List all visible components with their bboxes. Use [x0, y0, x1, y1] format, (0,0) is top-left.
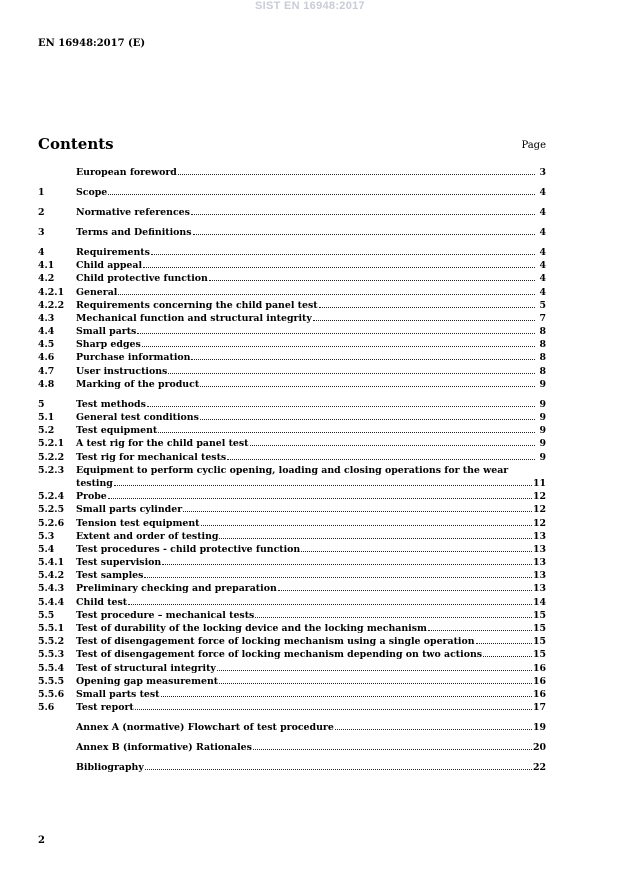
toc-entry-title: Test equipment	[76, 425, 158, 437]
toc-entry-page: 11	[532, 477, 546, 489]
toc-entry-page: 8	[539, 365, 546, 377]
dot-leader	[319, 307, 535, 308]
dot-leader	[151, 254, 535, 255]
dot-leader	[162, 564, 532, 565]
toc-entry[interactable]	[38, 596, 546, 609]
dot-leader	[483, 656, 532, 657]
toc-entry[interactable]	[38, 464, 546, 490]
toc-entry-page: 13	[532, 583, 546, 595]
toc-entry-number: 4.8	[38, 378, 55, 390]
dot-leader	[114, 485, 532, 486]
dot-leader	[200, 386, 535, 387]
toc-entry-title: Requirements	[76, 246, 150, 258]
document-id: EN 16948:2017 (E)	[38, 38, 146, 49]
toc-entry-title-continued: testing	[76, 477, 113, 489]
toc-entry-number: 5.3	[38, 530, 55, 542]
toc-entry[interactable]	[38, 622, 546, 635]
dot-leader	[128, 604, 532, 605]
toc-entry-title: Annex A (normative) Flowchart of test procedure	[76, 722, 334, 734]
toc-entry-number: 5	[38, 398, 45, 410]
toc-entry-number: 4.1	[38, 260, 55, 272]
toc-entry[interactable]	[38, 206, 546, 219]
toc-entry-number: 5.4	[38, 543, 55, 555]
dot-leader	[335, 729, 532, 730]
toc-entry-number: 5.4.4	[38, 596, 65, 608]
toc-entry-title: Test rig for mechanical tests	[76, 451, 227, 463]
toc-entry-page: 15	[532, 623, 546, 635]
toc-entry[interactable]	[38, 378, 546, 391]
toc-entry-number: 1	[38, 186, 45, 198]
table-of-contents	[38, 166, 546, 774]
toc-entry-title: Child protective function	[76, 273, 208, 285]
toc-entry-page: 8	[539, 326, 546, 338]
toc-entry-title: Equipment to perform cyclic opening, loading and closing operations for the wear	[76, 464, 509, 476]
toc-entry-page: 13	[532, 570, 546, 582]
toc-entry-number: 5.1	[38, 411, 55, 423]
toc-entry-title: Test procedure – mechanical tests	[76, 609, 255, 621]
toc-entry-number: 5.5.2	[38, 636, 65, 648]
toc-entry-title: Preliminary checking and preparation	[76, 583, 277, 595]
toc-entry-page: 15	[532, 609, 546, 621]
toc-entry-page: 16	[532, 675, 546, 687]
dot-leader	[476, 643, 532, 644]
toc-entry-number: 5.2.5	[38, 504, 65, 516]
toc-entry[interactable]	[38, 490, 546, 503]
toc-entry-title: Test samples	[76, 570, 144, 582]
toc-entry-title: Annex B (informative) Rationales	[76, 742, 252, 754]
toc-entry-page: 13	[532, 543, 546, 555]
toc-entry-number: 3	[38, 226, 45, 238]
toc-entry-title: Small parts test	[76, 688, 160, 700]
toc-entry-title: Test of structural integrity	[76, 662, 216, 674]
dot-leader	[227, 459, 535, 460]
dot-leader	[255, 617, 532, 618]
dot-leader	[168, 373, 535, 374]
dot-leader	[147, 406, 535, 407]
toc-entry-page: 4	[539, 186, 546, 198]
dot-leader	[142, 346, 535, 347]
toc-entry-page: 13	[532, 557, 546, 569]
dot-leader	[137, 333, 535, 334]
toc-entry[interactable]	[38, 299, 546, 312]
toc-entry[interactable]	[38, 675, 546, 688]
toc-entry-title: Mechanical function and structural integrity	[76, 312, 312, 324]
dot-leader	[108, 498, 532, 499]
toc-entry[interactable]	[38, 365, 546, 378]
toc-entry-page: 9	[539, 411, 546, 423]
toc-entry-number: 4.2.1	[38, 286, 65, 298]
toc-entry-number: 5.4.1	[38, 557, 65, 569]
toc-entry-title: Test methods	[76, 398, 146, 410]
toc-entry-page: 9	[539, 438, 546, 450]
toc-entry[interactable]	[38, 166, 546, 179]
toc-entry-number: 5.2	[38, 425, 55, 437]
toc-entry[interactable]	[38, 609, 546, 622]
dot-leader	[201, 525, 532, 526]
toc-entry[interactable]	[38, 582, 546, 595]
toc-entry-page: 12	[532, 504, 546, 516]
page-column-label: Page	[521, 140, 546, 151]
toc-entry[interactable]	[38, 648, 546, 661]
toc-entry-number: 5.5.5	[38, 675, 65, 687]
toc-entry-title: Terms and Definitions	[76, 226, 192, 238]
toc-entry-number: 5.5	[38, 609, 55, 621]
toc-entry-number: 5.2.3	[38, 464, 65, 476]
dot-leader	[278, 590, 532, 591]
toc-entry-page: 12	[532, 491, 546, 503]
toc-entry-page: 3	[539, 167, 546, 178]
toc-entry-title: Small parts	[76, 326, 137, 338]
toc-entry[interactable]	[38, 635, 546, 648]
toc-entry-title: Small parts cylinder	[76, 504, 183, 516]
dot-leader	[219, 538, 532, 539]
toc-entry[interactable]	[38, 688, 546, 701]
watermark: SIST EN 16948:2017	[255, 0, 365, 12]
toc-entry-page: 9	[539, 425, 546, 437]
toc-entry-number: 4.4	[38, 326, 55, 338]
toc-entry-page: 5	[539, 299, 546, 311]
toc-entry-number: 5.5.1	[38, 623, 65, 635]
toc-entry-number: 5.5.4	[38, 662, 65, 674]
dot-leader	[250, 445, 536, 446]
dot-leader	[253, 749, 532, 750]
page-number: 2	[38, 835, 45, 846]
toc-entry-page: 16	[532, 688, 546, 700]
toc-entry[interactable]	[38, 325, 546, 338]
toc-entry[interactable]	[38, 411, 546, 424]
dot-leader	[118, 294, 535, 295]
toc-entry-page: 22	[532, 762, 546, 774]
toc-entry-title: Child appeal	[76, 260, 143, 272]
dot-leader	[200, 419, 535, 420]
toc-entry-number: 2	[38, 206, 45, 218]
dot-leader	[428, 630, 532, 631]
toc-entry[interactable]	[38, 662, 546, 675]
dot-leader	[158, 432, 535, 433]
toc-entry-title: Marking of the product	[76, 378, 200, 390]
toc-entry[interactable]	[38, 451, 546, 464]
toc-entry-title: Normative references	[76, 206, 190, 218]
toc-entry-number: 4.6	[38, 352, 55, 364]
toc-entry-number: 5.2.6	[38, 517, 65, 529]
toc-entry-number: 5.2.2	[38, 451, 65, 463]
toc-entry[interactable]	[38, 556, 546, 569]
dot-leader	[161, 696, 532, 697]
toc-entry[interactable]	[38, 503, 546, 516]
toc-entry-title: Requirements concerning the child panel test	[76, 299, 318, 311]
toc-entry-page: 4	[539, 286, 546, 298]
toc-entry-number: 5.5.6	[38, 688, 65, 700]
dot-leader	[217, 670, 532, 671]
dot-leader	[193, 234, 535, 235]
toc-entry-number: 5.4.3	[38, 583, 65, 595]
toc-entry[interactable]	[38, 398, 546, 411]
toc-entry-title: Scope	[76, 186, 108, 198]
toc-entry-number: 4.7	[38, 365, 55, 377]
toc-entry-title: A test rig for the child panel test	[76, 438, 249, 450]
toc-entry[interactable]	[38, 186, 546, 199]
toc-entry-page: 8	[539, 339, 546, 351]
dot-leader	[143, 267, 535, 268]
toc-entry-title: Opening gap measurement	[76, 675, 219, 687]
toc-entry-page: 15	[532, 636, 546, 648]
toc-entry[interactable]	[38, 721, 546, 734]
toc-entry[interactable]	[38, 761, 546, 774]
dot-leader	[145, 769, 532, 770]
toc-entry-title: Test report	[76, 702, 134, 714]
toc-entry-number: 5.2.4	[38, 491, 65, 503]
toc-entry-title: Purchase information	[76, 352, 191, 364]
dot-leader	[135, 709, 532, 710]
toc-entry-page: 20	[532, 742, 546, 754]
toc-entry-page: 13	[532, 530, 546, 542]
toc-entry-title: Sharp edges	[76, 339, 141, 351]
toc-entry-page: 7	[539, 312, 546, 324]
toc-entry-number: 5.6	[38, 702, 55, 714]
toc-entry[interactable]	[38, 701, 546, 714]
toc-entry-page: 8	[539, 352, 546, 364]
toc-entry[interactable]	[38, 741, 546, 754]
toc-entry-page: 4	[539, 246, 546, 258]
toc-entry-title: General	[76, 286, 118, 298]
dot-leader	[301, 551, 532, 552]
toc-entry[interactable]	[38, 312, 546, 325]
toc-entry-page: 9	[539, 398, 546, 410]
toc-entry-title: User instructions	[76, 365, 168, 377]
dot-leader	[313, 320, 535, 321]
toc-entry-number: 5.5.3	[38, 649, 65, 661]
contents-title: Contents	[38, 135, 114, 153]
toc-entry-number: 4.5	[38, 339, 55, 351]
toc-entry-page: 9	[539, 378, 546, 390]
toc-entry-number: 4.2.2	[38, 299, 65, 311]
toc-entry-page: 4	[539, 206, 546, 218]
toc-entry-title: General test conditions	[76, 411, 199, 423]
toc-entry-title: Extent and order of testing	[76, 530, 219, 542]
toc-entry-page: 16	[532, 662, 546, 674]
toc-entry[interactable]	[38, 351, 546, 364]
toc-entry-page: 17	[532, 702, 546, 714]
toc-entry-title: Bibliography	[76, 762, 144, 774]
dot-leader	[183, 511, 532, 512]
toc-entry[interactable]	[38, 517, 546, 530]
toc-entry-title: Test of disengagement force of locking mechanism depending on two actions	[76, 649, 483, 661]
toc-entry-page: 14	[532, 596, 546, 608]
toc-entry[interactable]	[38, 272, 546, 285]
toc-entry[interactable]	[38, 543, 546, 556]
dot-leader	[191, 359, 535, 360]
toc-entry[interactable]	[38, 286, 546, 299]
toc-entry[interactable]	[38, 569, 546, 582]
toc-entry[interactable]	[38, 437, 546, 450]
toc-entry-page: 12	[532, 517, 546, 529]
toc-entry-page: 19	[532, 722, 546, 734]
toc-entry-page: 4	[539, 260, 546, 272]
toc-entry[interactable]	[38, 338, 546, 351]
dot-leader	[178, 174, 535, 175]
toc-entry[interactable]	[38, 424, 546, 437]
dot-leader	[191, 214, 535, 215]
toc-entry-number: 4	[38, 246, 45, 258]
toc-entry-title: Test of disengagement force of locking mechanism using a single operation	[76, 636, 475, 648]
toc-entry-page: 15	[532, 649, 546, 661]
toc-entry[interactable]	[38, 259, 546, 272]
toc-entry-page: 9	[539, 451, 546, 463]
toc-entry-title: Test of durability of the locking device and the locking mechanism	[76, 623, 427, 635]
dot-leader	[219, 683, 532, 684]
toc-entry-title: European foreword	[76, 167, 177, 178]
toc-entry[interactable]	[38, 226, 546, 239]
toc-entry-page: 4	[539, 226, 546, 238]
toc-entry[interactable]	[38, 530, 546, 543]
toc-entry[interactable]	[38, 246, 546, 259]
toc-entry-number: 4.2	[38, 273, 55, 285]
toc-entry-number: 5.4.2	[38, 570, 65, 582]
toc-entry-title: Test procedures - child protective function	[76, 543, 301, 555]
toc-entry-title: Probe	[76, 491, 107, 503]
dot-leader	[108, 194, 535, 195]
toc-entry-number: 4.3	[38, 312, 55, 324]
toc-entry-number: 5.2.1	[38, 438, 65, 450]
toc-entry-page: 4	[539, 273, 546, 285]
toc-entry-title: Tension test equipment	[76, 517, 200, 529]
dot-leader	[209, 280, 535, 281]
toc-entry-title: Child test	[76, 596, 128, 608]
dot-leader	[144, 577, 532, 578]
toc-entry-title: Test supervision	[76, 557, 162, 569]
